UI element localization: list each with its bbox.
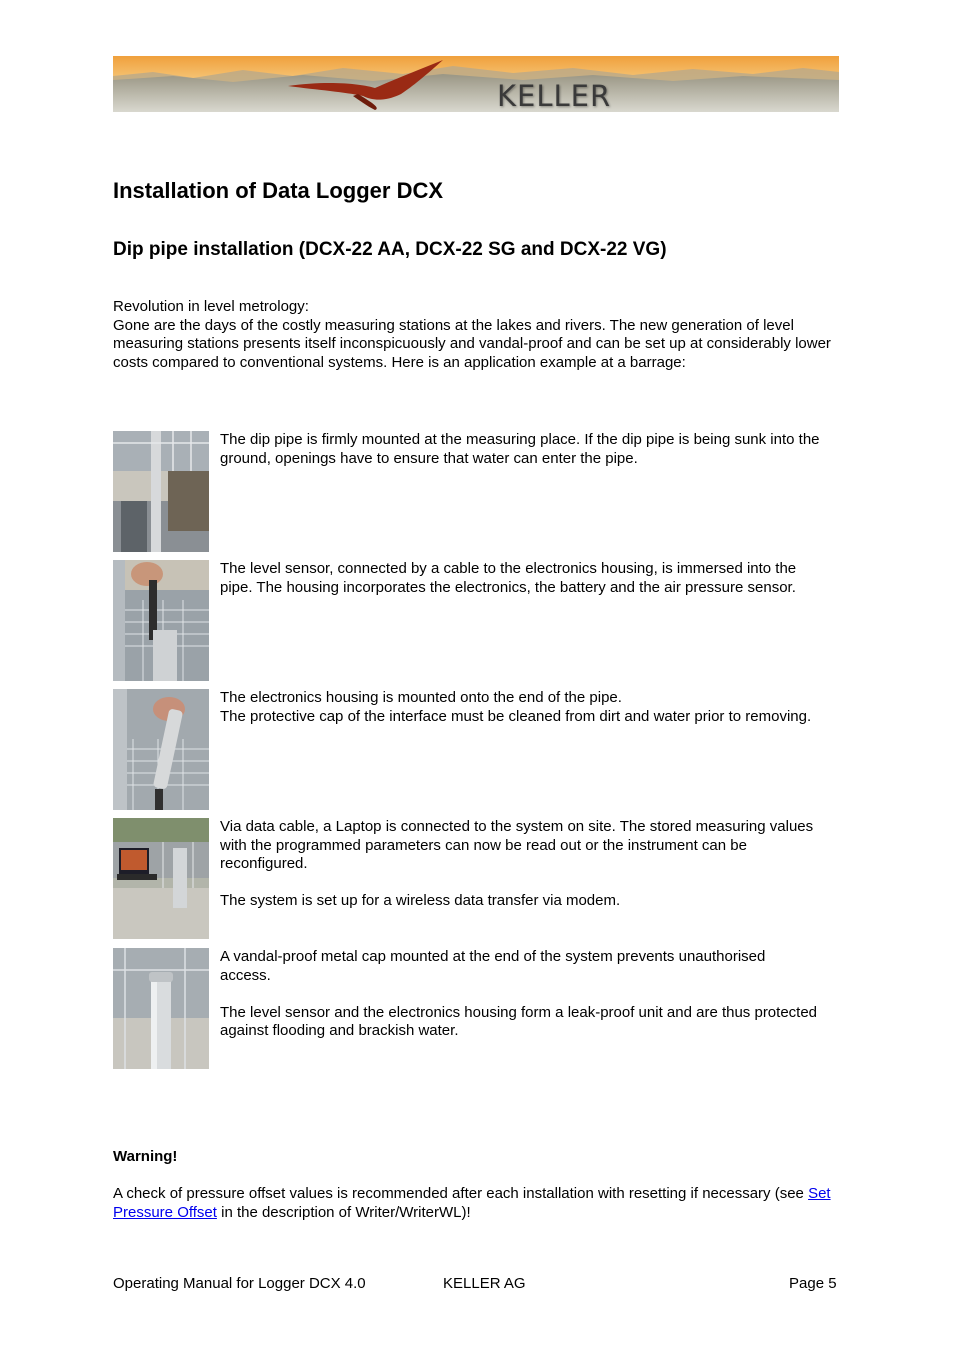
- section-subtitle: Dip pipe installation (DCX-22 AA, DCX-22 SG and DCX-22 VG): [113, 239, 667, 260]
- step-4-text: [220, 818, 820, 911]
- level-sensor-photo: [113, 560, 209, 681]
- step-2-paragraph-1: The level sensor, connected by a cable to the electronics housing, is immersed into the pipe. The housing incorporates the electronics, the battery and the air pressure sensor.: [220, 560, 797, 596]
- warning-title: Warning!: [113, 1148, 178, 1165]
- footer-company: KELLER AG: [443, 1275, 526, 1292]
- intro-line-1: Revolution in level metrology:: [113, 298, 309, 315]
- step-3-paragraph-2: The protective cap of the interface must be cleaned from dirt and water prior to removing.: [220, 707, 812, 725]
- dip-pipe-photo: [113, 431, 209, 552]
- landscape-banner-image: [113, 56, 839, 112]
- intro-line-2: Gone are the days of the costly measuring stations at the lakes and rivers. The new generation of level measuring stations presents itself inconspicuously and vandal-proof and can be set up at considerably lower costs compared to conventional systems. Here is an application example at a barrage:: [113, 316, 831, 371]
- set-pressure-offset-link[interactable]: Set Pressure Offset: [113, 1185, 831, 1221]
- step-2-text: [220, 560, 820, 597]
- step-1: [113, 431, 843, 552]
- step-5-paragraph-1: A vandal-proof metal cap mounted at the end of the system prevents unauthorised access.: [220, 948, 766, 984]
- keller-logo: KELLER: [497, 79, 612, 113]
- step-4-paragraph-1: Via data cable, a Laptop is connected to the system on site. The stored measuring values with the programmed parameters can now be read out or the instrument can be reconfigured.: [220, 818, 814, 872]
- step-4: [113, 818, 843, 939]
- step-2: [113, 560, 843, 681]
- metal-cap-photo: [113, 948, 209, 1069]
- intro-text: [113, 298, 833, 372]
- step-5-paragraph-2: The level sensor and the electronics housing form a leak-proof unit and are thus protected against flooding and brackish water.: [220, 1003, 818, 1039]
- header-banner: [113, 56, 839, 112]
- footer-page-number: Page 5: [789, 1275, 837, 1292]
- step-1-paragraph-1: The dip pipe is firmly mounted at the measuring place. If the dip pipe is being sunk into the ground, openings have to ensure that water can enter the pipe.: [220, 431, 820, 467]
- page-title: Installation of Data Logger DCX: [113, 178, 444, 203]
- step-5-text: [220, 948, 820, 1041]
- step-5: [113, 948, 843, 1069]
- step-3-paragraph-1: The electronics housing is mounted onto the end of the pipe.: [220, 689, 622, 706]
- step-1-text: [220, 431, 820, 468]
- warning-text-after: in the description of Writer/WriterWL)!: [216, 1203, 471, 1221]
- step-4-paragraph-2: The system is set up for a wireless data transfer via modem.: [220, 892, 621, 909]
- step-3: [113, 689, 843, 810]
- step-3-text: [220, 689, 820, 726]
- warning-body: [113, 1185, 833, 1222]
- laptop-connection-photo: [113, 818, 209, 939]
- warning-text-before: A check of pressure offset values is recommended after each installation with resetting if necessary (see: [113, 1185, 809, 1202]
- footer-manual-title: Operating Manual for Logger DCX 4.0: [113, 1275, 366, 1292]
- electronics-housing-photo: [113, 689, 209, 810]
